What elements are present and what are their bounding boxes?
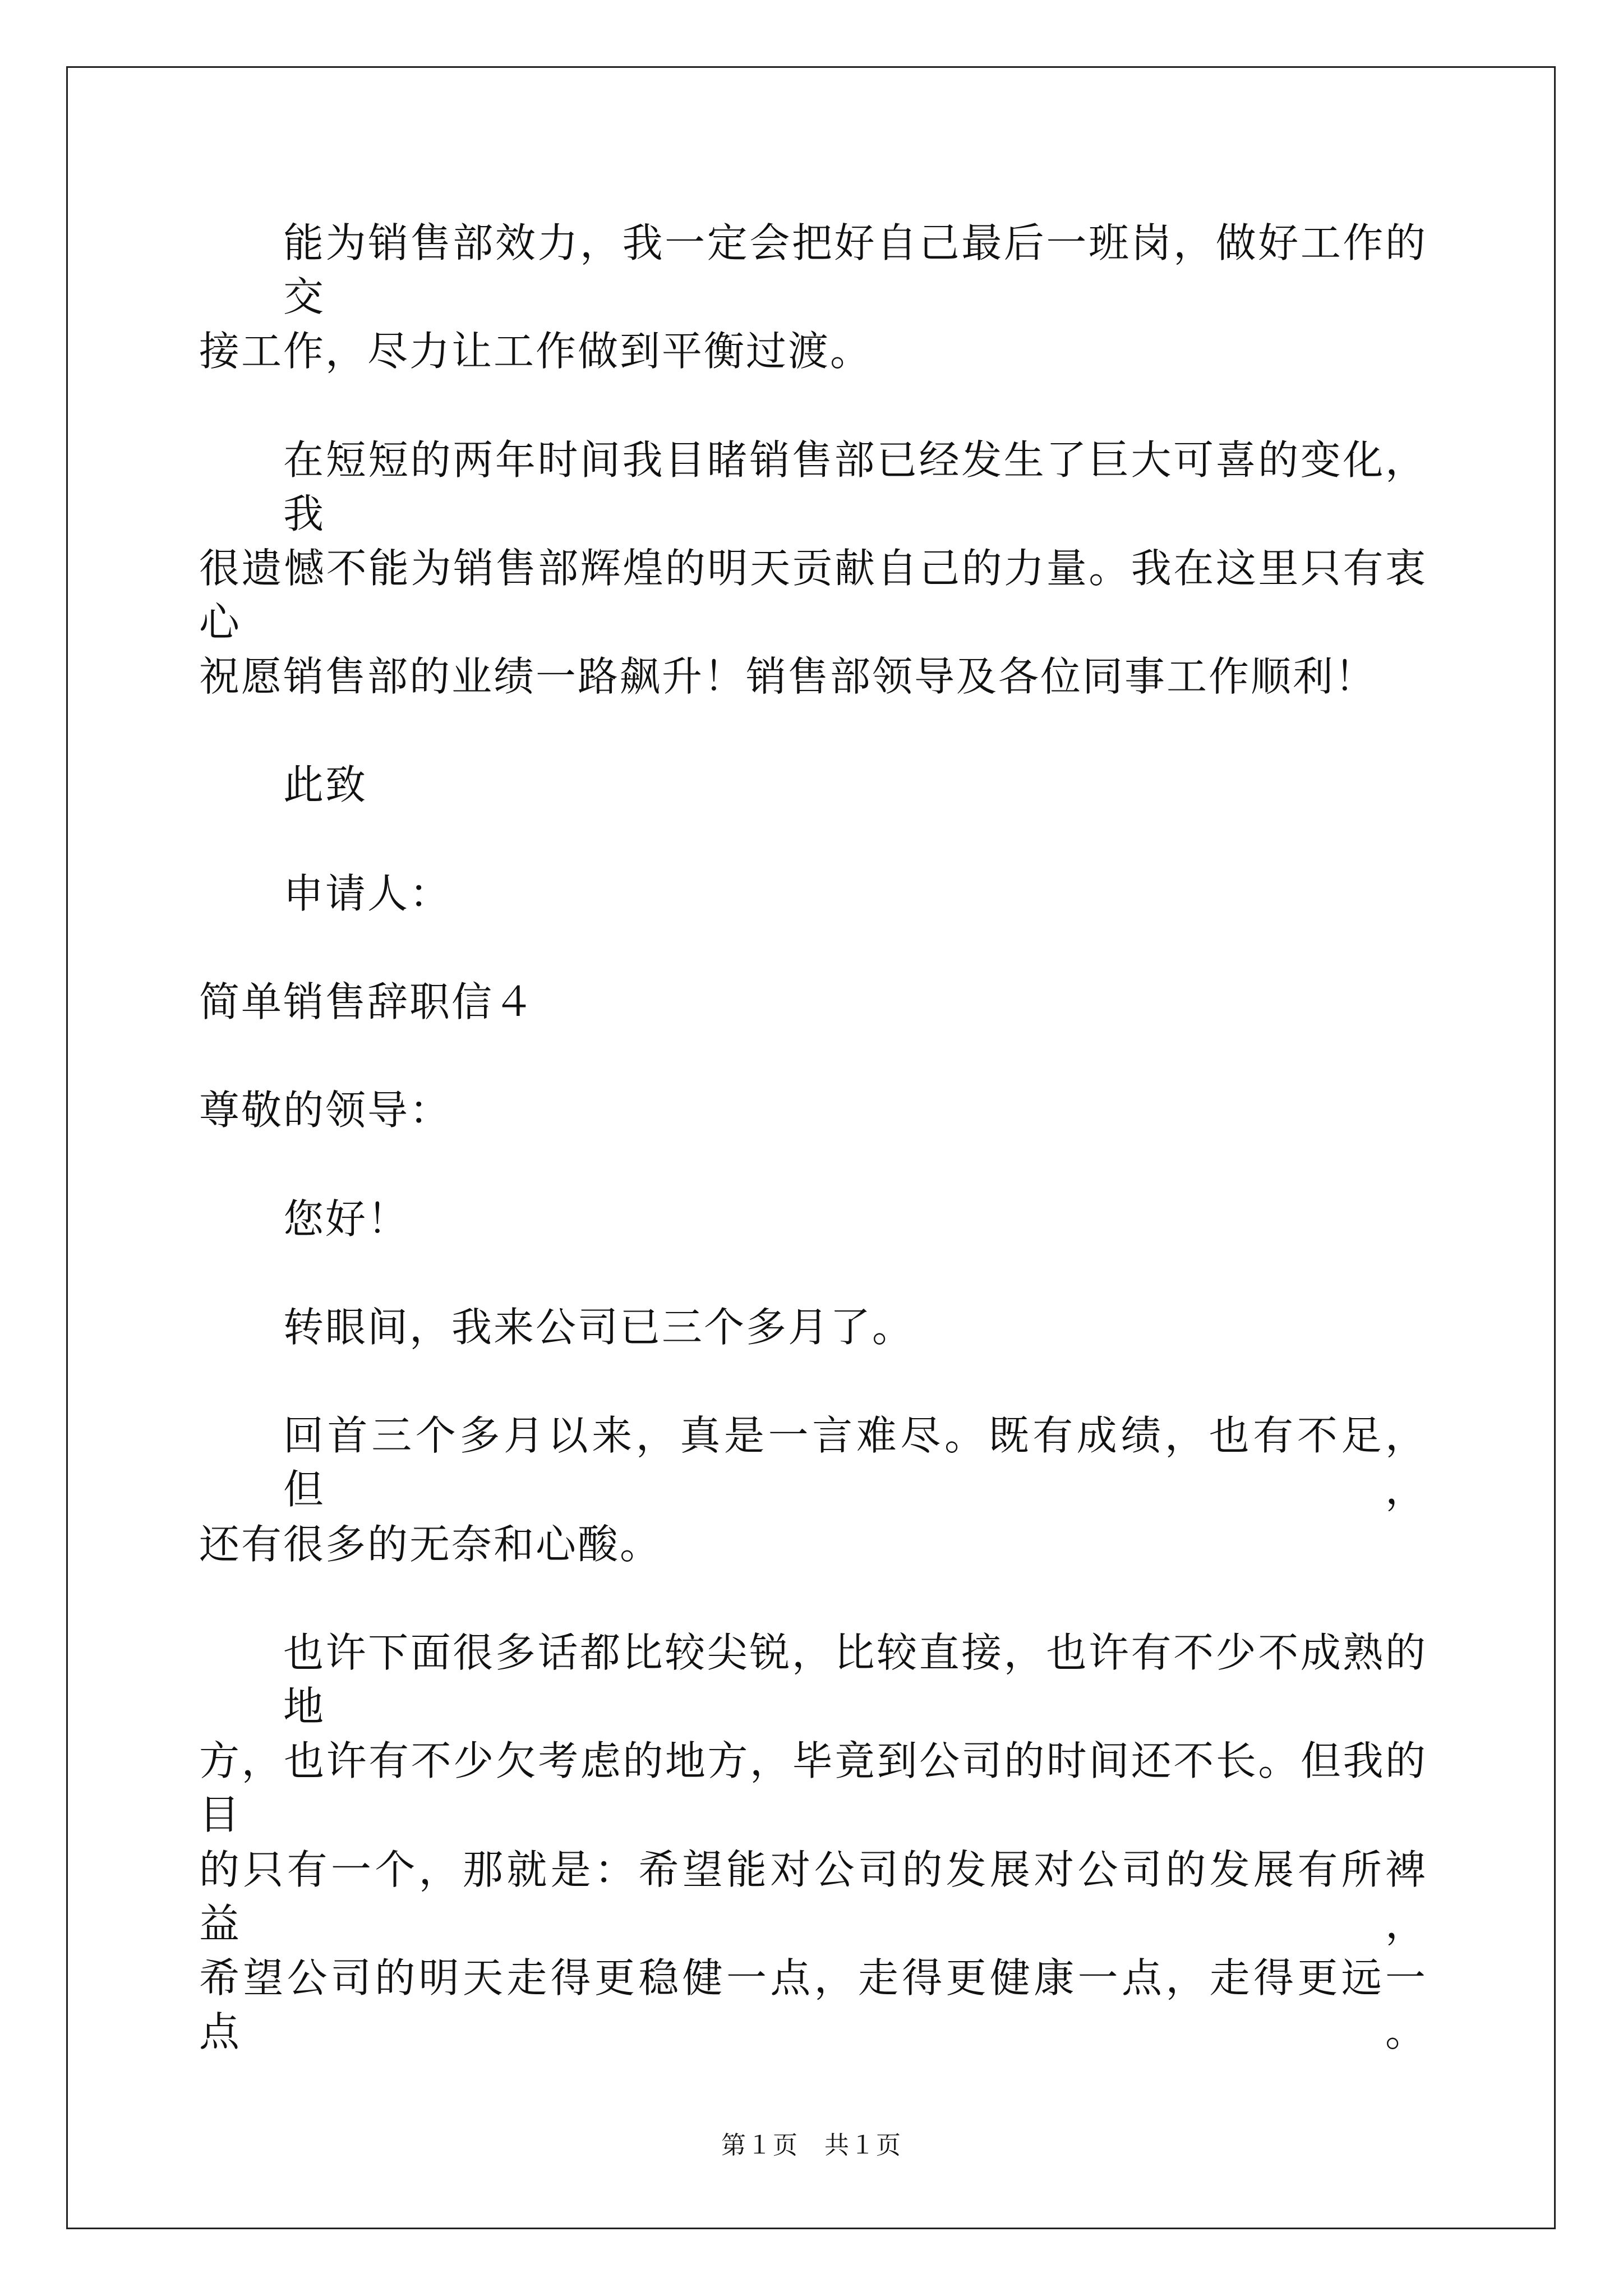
paragraph-line: 接工作，尽力让工作做到平衡过渡。 — [199, 328, 873, 375]
paragraph-line: 在短短的两年时间我目睹销售部已经发生了巨大可喜的变化，我 — [283, 436, 1427, 537]
closing-salutation: 此致 — [283, 761, 368, 808]
paragraph-line: 的只有一个，那就是：希望能对公司的发展对公司的发展有所裨益， — [199, 1846, 1427, 1947]
paragraph-line: 能为销售部效力，我一定会把好自己最后一班岗，做好工作的交 — [283, 219, 1427, 320]
page-number-footer: 第１页 共１页 — [721, 2131, 902, 2160]
applicant-label: 申请人： — [283, 870, 452, 917]
greeting-recipient: 尊敬的领导： — [199, 1087, 452, 1134]
paragraph-line: 希望公司的明天走得更稳健一点，走得更健康一点，走得更远一点。 — [199, 1954, 1427, 2055]
greeting: 您好！ — [283, 1195, 410, 1243]
paragraph-line: 也许下面很多话都比较尖锐，比较直接，也许有不少不成熟的地 — [283, 1629, 1427, 1730]
paragraph-line: 还有很多的无奈和心酸。 — [199, 1521, 662, 1568]
paragraph-line: 回首三个多月以来，真是一言难尽。既有成绩，也有不足，但， — [283, 1412, 1427, 1513]
paragraph-line: 很遗憾不能为销售部辉煌的明天贡献自己的力量。我在这里只有衷心 — [199, 545, 1427, 646]
letter-title: 简单销售辞职信４ — [199, 978, 536, 1025]
paragraph-line: 方，也许有不少欠考虑的地方，毕竟到公司的时间还不长。但我的目 — [199, 1737, 1427, 1838]
paragraph-line: 转眼间，我来公司已三个多月了。 — [283, 1304, 915, 1351]
paragraph-line: 祝愿销售部的业绩一路飙升！销售部领导及各位同事工作顺利！ — [199, 653, 1377, 700]
